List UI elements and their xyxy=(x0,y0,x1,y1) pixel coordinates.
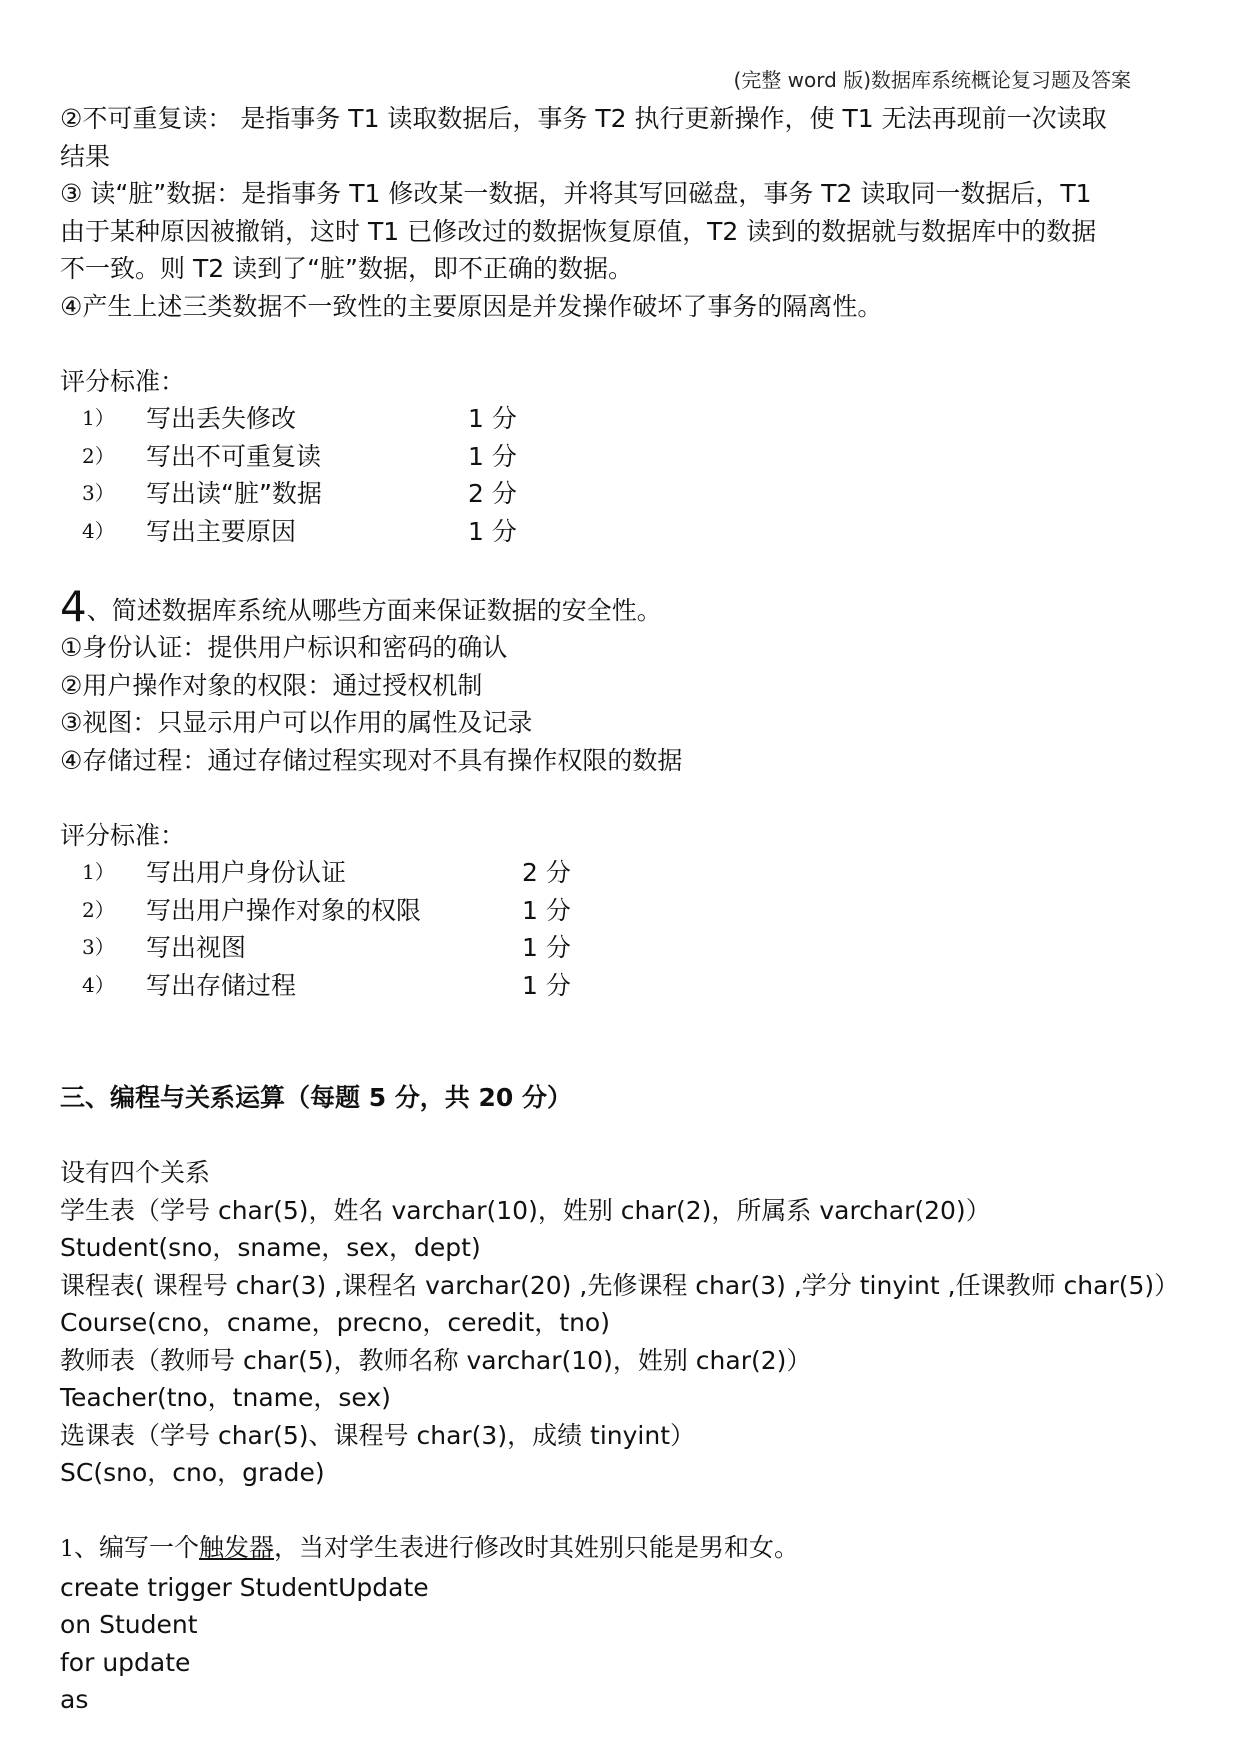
relations-intro: 设有四个关系 xyxy=(60,1158,211,1187)
scoring-number: 2） xyxy=(82,443,115,468)
scoring-points: 1 分 xyxy=(522,895,571,925)
scoring-number: 3） xyxy=(82,935,115,959)
scoring-text: 写出主要原因 xyxy=(146,516,297,546)
q4-answer: ④存储过程：通过存储过程实现对不具有操作权限的数据 xyxy=(60,745,683,775)
q4-scoring-row xyxy=(60,892,1190,930)
scoring-points: 1 分 xyxy=(522,933,571,962)
scoring-points: 1 分 xyxy=(468,404,517,433)
scoring-number: 1） xyxy=(82,406,115,430)
q3-paragraph: 不一致。则 T2 读到了“脏”数据，即不正确的数据。 xyxy=(60,254,633,283)
q4-question xyxy=(60,581,1190,631)
page-header: (完整 word 版)数据库系统概论复习题及答案 xyxy=(733,68,1131,92)
scoring-number: 1） xyxy=(82,860,115,884)
code-line: as xyxy=(60,1685,89,1714)
scoring-points: 2 分 xyxy=(468,479,517,508)
scoring-text: 写出视图 xyxy=(146,933,247,962)
scoring-number: 2） xyxy=(82,897,115,922)
question-text-post: ，当对学生表进行修改时其姓别只能是男和女。 xyxy=(274,1533,800,1562)
relation-line: Course(cno，cname，precno，ceredit，tno) xyxy=(60,1308,610,1337)
scoring-number: 4） xyxy=(82,518,115,543)
scoring-points: 1 分 xyxy=(522,970,571,1000)
q3-paragraph: ④产生上述三类数据不一致性的主要原因是并发操作破坏了事务的隔离性。 xyxy=(60,291,883,321)
q3-paragraph: 结果 xyxy=(60,141,111,171)
q4-answer: ②用户操作对象的权限：通过授权机制 xyxy=(60,670,483,700)
relation-line: Student(sno，sname，sex，dept) xyxy=(60,1233,481,1262)
scoring-text: 写出不可重复读 xyxy=(146,441,322,471)
q3-scoring-row xyxy=(60,438,1190,476)
scoring-number: 3） xyxy=(82,481,115,505)
scoring-text: 写出用户操作对象的权限 xyxy=(146,895,422,925)
code-line: on Student xyxy=(60,1610,198,1639)
scoring-points: 1 分 xyxy=(468,516,517,546)
question-underlined-term: 触发器 xyxy=(199,1533,275,1562)
q3-scoring-row xyxy=(60,475,1190,513)
scoring-text: 写出存储过程 xyxy=(146,970,297,1000)
scoring-points: 2 分 xyxy=(522,858,571,887)
scoring-text: 写出用户身份认证 xyxy=(146,858,347,887)
scoring-points: 1 分 xyxy=(468,441,517,471)
q4-scoring-row xyxy=(60,929,1190,967)
code-line: for update xyxy=(60,1647,191,1677)
code-line: create trigger StudentUpdate xyxy=(60,1572,429,1602)
relation-line: 教师表（教师号 char(5)，教师名称 varchar(10)，姓别 char(2)） xyxy=(60,1345,812,1375)
q3-paragraph: 由于某种原因被撤销，这时 T1 已修改过的数据恢复原值，T2 读到的数据就与数据库中的数据 xyxy=(60,216,1097,246)
q4-number: 4 xyxy=(60,581,87,631)
question-text-pre: 、编写一个 xyxy=(74,1533,200,1562)
scoring-text: 写出读“脏”数据 xyxy=(146,479,322,508)
q4-scoring-title: 评分标准： xyxy=(60,820,186,850)
q3-scoring-title: 评分标准： xyxy=(60,366,186,396)
q3-scoring-row xyxy=(60,513,1190,551)
relation-line: Teacher(tno，tname，sex) xyxy=(60,1383,391,1412)
relation-line: 选课表（学号 char(5)、课程号 char(3)，成绩 tinyint） xyxy=(60,1420,696,1450)
scoring-number: 4） xyxy=(82,972,115,997)
section-heading: 三、编程与关系运算（每题 5 分，共 20 分） xyxy=(60,1083,573,1112)
question-number: 1 xyxy=(60,1537,74,1562)
q4-scoring-row xyxy=(60,967,1190,1005)
q3-paragraph: ②不可重复读： 是指事务 T1 读取数据后，事务 T2 执行更新操作，使 T1 无法再现前一次读取 xyxy=(60,104,1107,133)
q4-answer: ③视图：只显示用户可以作用的属性及记录 xyxy=(60,708,533,737)
question-1 xyxy=(60,1529,1190,1569)
q3-paragraph: ③ 读“脏”数据：是指事务 T1 修改某一数据，并将其写回磁盘，事务 T2 读取同一数据后，T1 xyxy=(60,179,1092,208)
document-body xyxy=(60,100,1190,1719)
relation-line: 学生表（学号 char(5)，姓名 varchar(10)，姓别 char(2)，所属系 varchar(20)） xyxy=(60,1195,991,1225)
q4-answer: ①身份认证：提供用户标识和密码的确认 xyxy=(60,633,508,662)
scoring-text: 写出丢失修改 xyxy=(146,404,297,433)
q4-scoring-row xyxy=(60,854,1190,892)
relation-line: 课程表( 课程号 char(3) ,课程名 varchar(20) ,先修课程 char(3) ,学分 tinyint ,任课教师 char(5)） xyxy=(60,1270,1180,1300)
relation-line: SC(sno，cno，grade) xyxy=(60,1458,325,1487)
q3-scoring-row xyxy=(60,400,1190,438)
q4-question-text: 、简述数据库系统从哪些方面来保证数据的安全性。 xyxy=(86,595,662,625)
